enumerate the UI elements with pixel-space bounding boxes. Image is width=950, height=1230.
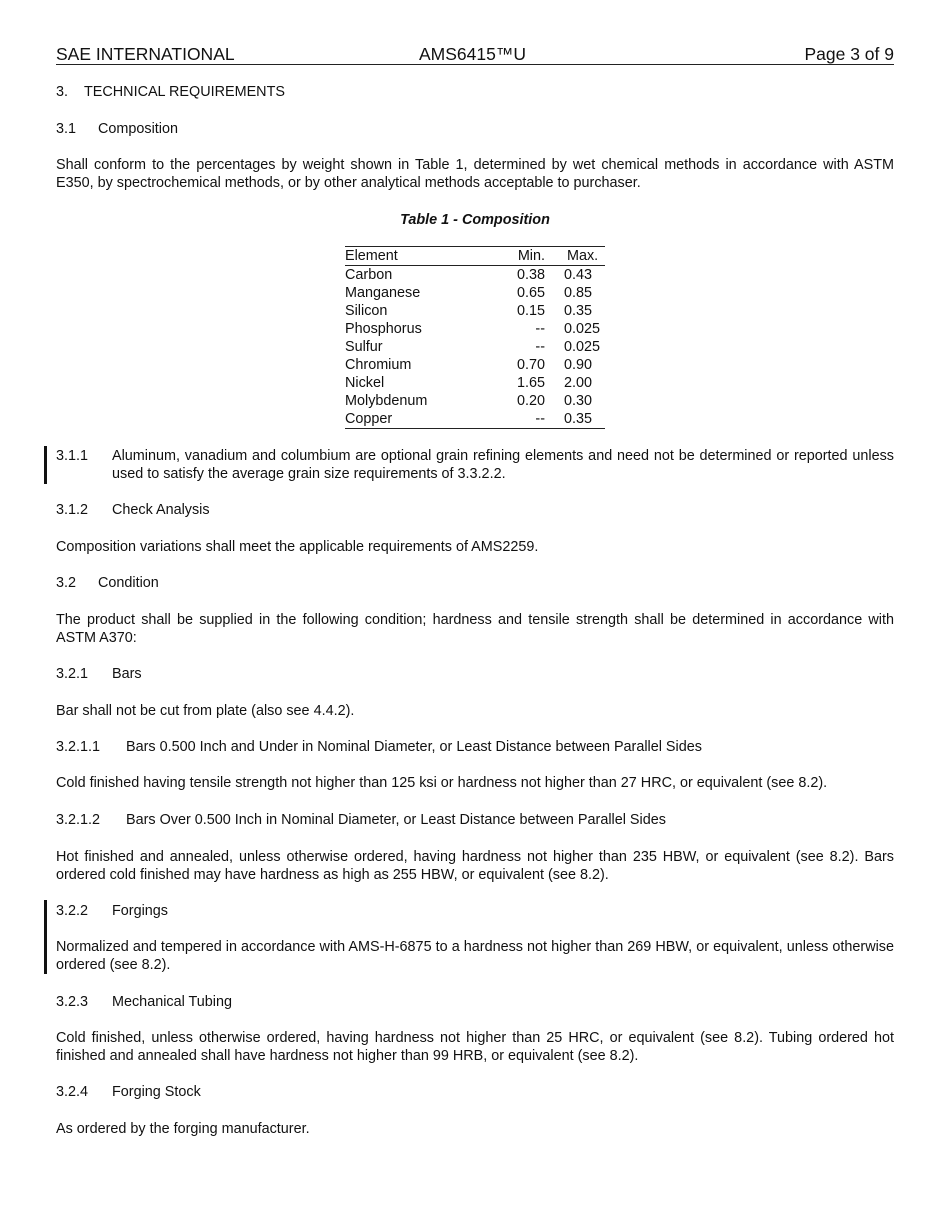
table-row [345,410,605,428]
section-3-1-1 [56,447,894,483]
header-page-number: Page 3 of 9 [804,44,894,64]
cell-element: Nickel [345,375,385,391]
cell-max: 0.35 [564,411,593,427]
cell-max: 0.85 [564,285,593,301]
cell-min: -- [535,321,545,337]
table-row [345,284,605,302]
table-row [345,392,605,410]
cell-element: Phosphorus [345,321,422,337]
cell-element: Carbon [345,267,393,283]
cell-min: -- [535,411,545,427]
section-title: Check Analysis [112,502,210,518]
cell-element: Molybdenum [345,393,428,409]
table-row [345,302,605,320]
section-number: 3.2 [56,575,77,591]
section-3-2-1-body: Bar shall not be cut from plate (also see 4.4.2). [56,703,355,719]
section-3-2-1-1-heading [56,738,894,756]
section-number: 3.2.2 [56,903,89,919]
header-doc-number: AMS6415™U [419,44,526,64]
cell-max: 0.025 [564,339,601,355]
section-number: 3.1.1 [56,448,89,464]
section-3-2-1-2-body: Hot finished and annealed, unless otherwise ordered, having hardness not higher than 235 HBW, or equivalent (see 8.2). Bars ordered cold finished may have hardness as high as 255 HBW, or equivalent (see 8.2). [56,849,894,883]
section-title: Bars [112,666,142,682]
section-number: 3.2.1.1 [56,739,101,755]
table-bottom-rule [345,428,605,429]
cell-max: 0.43 [564,267,593,283]
section-number: 3.1 [56,121,77,137]
cell-max: 2.00 [564,375,593,391]
table-row [345,320,605,338]
section-title: TECHNICAL REQUIREMENTS [84,84,285,100]
section-3-2-3-body: Cold finished, unless otherwise ordered, having hardness not higher than 25 HRC, or equivalent (see 8.2). Tubing ordered hot finished and annealed shall have hardness not higher than 99 HRB, or equivalent (see 8.2). [56,1030,894,1064]
section-3-2-1-heading [56,665,894,683]
cell-min: 0.70 [516,357,545,373]
revision-change-bar [44,900,47,974]
cell-element: Silicon [345,303,388,319]
cell-element: Sulfur [345,339,383,355]
page-header [56,44,894,65]
cell-min: 1.65 [516,375,545,391]
table-row [345,374,605,392]
revision-change-bar [44,446,47,484]
section-title: Condition [98,575,159,591]
section-3-2-body: The product shall be supplied in the following condition; hardness and tensile strength shall be determined in accordance with ASTM A370: [56,612,894,646]
section-number: 3.1.2 [56,502,89,518]
cell-min: 0.20 [516,393,545,409]
column-header-max: Max. [567,248,599,264]
section-3-2-4-heading [56,1083,894,1101]
section-3-2-3-heading [56,993,894,1011]
section-3-2-2-body: Normalized and tempered in accordance with AMS-H-6875 to a hardness not higher than 269 HBW, or equivalent, unless otherwise ordered (see 8.2). [56,939,894,973]
section-3-1-body: Shall conform to the percentages by weight shown in Table 1, determined by wet chemical methods in accordance with ASTM E350, by spectrochemical methods, or by other analytical methods acceptable to purchaser. [56,157,894,191]
section-number: 3.2.1.2 [56,812,101,828]
section-title: Forging Stock [112,1084,201,1100]
section-3-1-2-heading [56,501,894,519]
cell-max: 0.90 [564,357,593,373]
section-3-2-1-1-body: Cold finished having tensile strength not higher than 125 ksi or hardness not higher than 27 HRC, or equivalent (see 8.2). [56,775,828,791]
cell-element: Copper [345,411,393,427]
section-title: Bars Over 0.500 Inch in Nominal Diameter, or Least Distance between Parallel Sides [126,812,666,828]
section-number: 3. [56,84,69,100]
cell-element: Manganese [345,285,421,301]
section-title: Forgings [112,903,168,919]
column-header-min: Min. [517,248,545,264]
section-3-heading [56,83,894,101]
section-title: Mechanical Tubing [112,994,232,1010]
table-row [345,356,605,374]
cell-max: 0.35 [564,303,593,319]
cell-min: 0.15 [516,303,545,319]
section-3-2-1-2-heading [56,811,894,829]
section-number: 3.2.4 [56,1084,89,1100]
section-title: Composition [98,121,178,137]
section-3-2-4-body: As ordered by the forging manufacturer. [56,1121,310,1137]
section-3-1-2-body: Composition variations shall meet the applicable requirements of AMS2259. [56,539,539,555]
table-header-row [345,247,605,265]
cell-max: 0.30 [564,393,593,409]
cell-min: 0.65 [516,285,545,301]
cell-min: 0.38 [516,267,545,283]
section-3-1-heading [56,120,894,138]
section-3-2-heading [56,574,894,592]
cell-min: -- [535,339,545,355]
table-row [345,338,605,356]
table-row [345,266,605,284]
cell-max: 0.025 [564,321,601,337]
table-caption: Table 1 - Composition [400,212,550,228]
column-header-element: Element [345,248,398,264]
header-org: SAE INTERNATIONAL [56,44,235,64]
section-number: 3.2.3 [56,994,89,1010]
section-title: Bars 0.500 Inch and Under in Nominal Diameter, or Least Distance between Parallel Sides [126,739,702,755]
section-body: Aluminum, vanadium and columbium are optional grain refining elements and need not be determined or reported unless used to satisfy the average grain size requirements of 3.3.2.2. [112,448,894,482]
cell-element: Chromium [345,357,412,373]
section-3-2-2-heading [56,902,894,920]
section-number: 3.2.1 [56,666,89,682]
